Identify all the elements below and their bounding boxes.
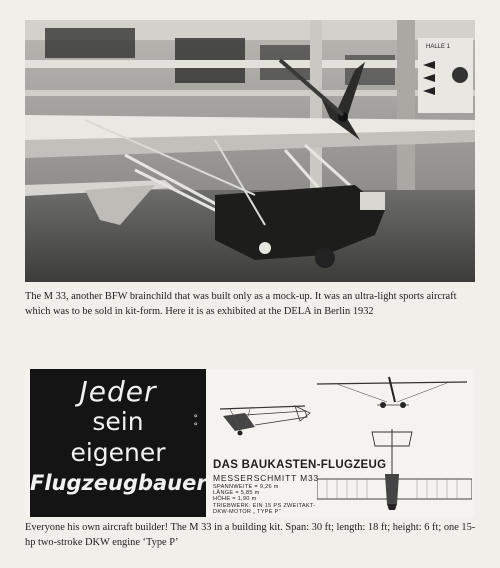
ad-subtitle: MESSERSCHMITT M33 xyxy=(213,473,320,483)
kit-advertisement xyxy=(25,369,475,517)
hall-sign: HALLE 1 xyxy=(426,44,451,50)
spec-line: HÖHE = 1,90 m xyxy=(213,496,257,503)
spec-line: SPANNWEITE = 9,26 m xyxy=(213,484,279,490)
ad-title: DAS BAUKASTEN-FLUGZEUG xyxy=(213,459,387,471)
slogan-line-4: Flugzeugbauer xyxy=(30,471,207,495)
slogan-line-3: eigener xyxy=(70,438,166,467)
advertisement-caption: Everyone his own aircraft builder! The M 33 in a building kit. Span: 30 ft; length: 18 ft; height: 6 ft; one 15-hp two-stroke DKW engine ‘Type P’ xyxy=(25,522,476,548)
aircraft-photo xyxy=(25,20,475,282)
spec-line: TRIEBWERK: EIN 15 PS ZWEITAKT- xyxy=(213,502,316,509)
side-view-drawing xyxy=(215,401,315,441)
spec-line: LÄNGE = 5,85 m xyxy=(213,490,260,497)
front-view-drawing xyxy=(317,372,467,412)
spec-line: DKW-MOTOR „ TYPE P“ xyxy=(213,508,281,515)
slogan-line-2: sein xyxy=(92,407,144,436)
photo-caption: The M 33, another BFW brainchild that was built only as a mock-up. It was an ultra-light sports aircraft which was to be sold in kit-form. Here it is as exhibited at the DELA in Berlin 1932 xyxy=(25,291,457,317)
decorative-dots: ° ° xyxy=(193,414,198,432)
slogan-panel xyxy=(30,369,206,517)
slogan-line-1: Jeder xyxy=(79,375,157,408)
hall-scene-image xyxy=(25,20,475,282)
spec-list xyxy=(213,484,315,515)
